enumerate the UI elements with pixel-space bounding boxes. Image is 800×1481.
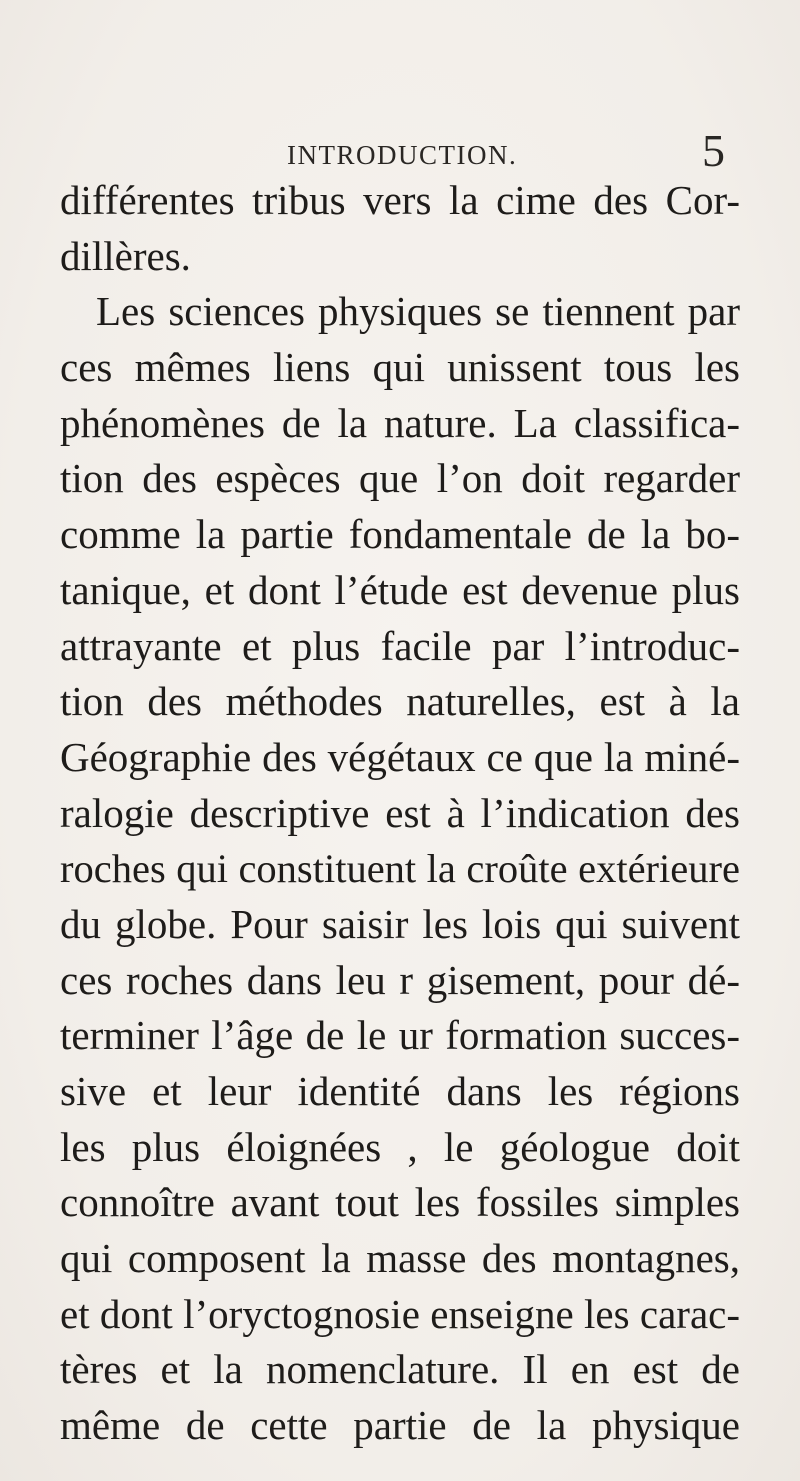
text-line: tion des méthodes naturelles, est à la [60,678,740,725]
text-line: connoître avant tout les fossiles simples [60,1179,740,1226]
text-line: phénomènes de la nature. La classifica- [60,399,740,446]
body-text [60,173,740,1454]
text-line: ces roches dans leu r gisement, pour dé- [60,956,740,1003]
text-line: Les sciences physiques se tiennent par [96,288,740,335]
text-line: ralogie descriptive est à l’indication des [60,789,740,836]
text-line: comme la partie fondamentale de la bo- [60,511,740,558]
text-line: différentes tribus vers la cime des Cor- [60,177,740,223]
text-line: et dont l’oryctognosie enseigne les carac- [60,1290,740,1337]
text-line: qui composent la masse des montagnes, [60,1235,740,1282]
text-line: même de cette partie de la physique [60,1402,740,1449]
text-line: tères et la nomenclature. Il en est de [60,1346,740,1393]
running-title: INTRODUCTION. [287,140,518,170]
text-line: du globe. Pour saisir les lois qui suivent [60,900,740,947]
page-number: 5 [702,125,725,176]
text-line: tion des espèces que l’on doit regarder [60,455,740,502]
text-line: roches qui constituent la croûte extérieure [60,846,740,892]
text-line: sive et leur identité dans les régions [60,1068,740,1114]
text-line: Géographie des végétaux ce que la miné- [60,733,740,780]
text-line: ces mêmes liens qui unissent tous les [60,344,740,391]
text-line: terminer l’âge de le ur formation succes- [60,1012,740,1059]
text-line: dillères. [60,232,191,279]
text-line: attrayante et plus facile par l’introduc- [60,622,740,669]
text-line: tanique, et dont l’étude est devenue plus [60,566,740,613]
text-line: les plus éloignées , le géologue doit [60,1123,740,1170]
